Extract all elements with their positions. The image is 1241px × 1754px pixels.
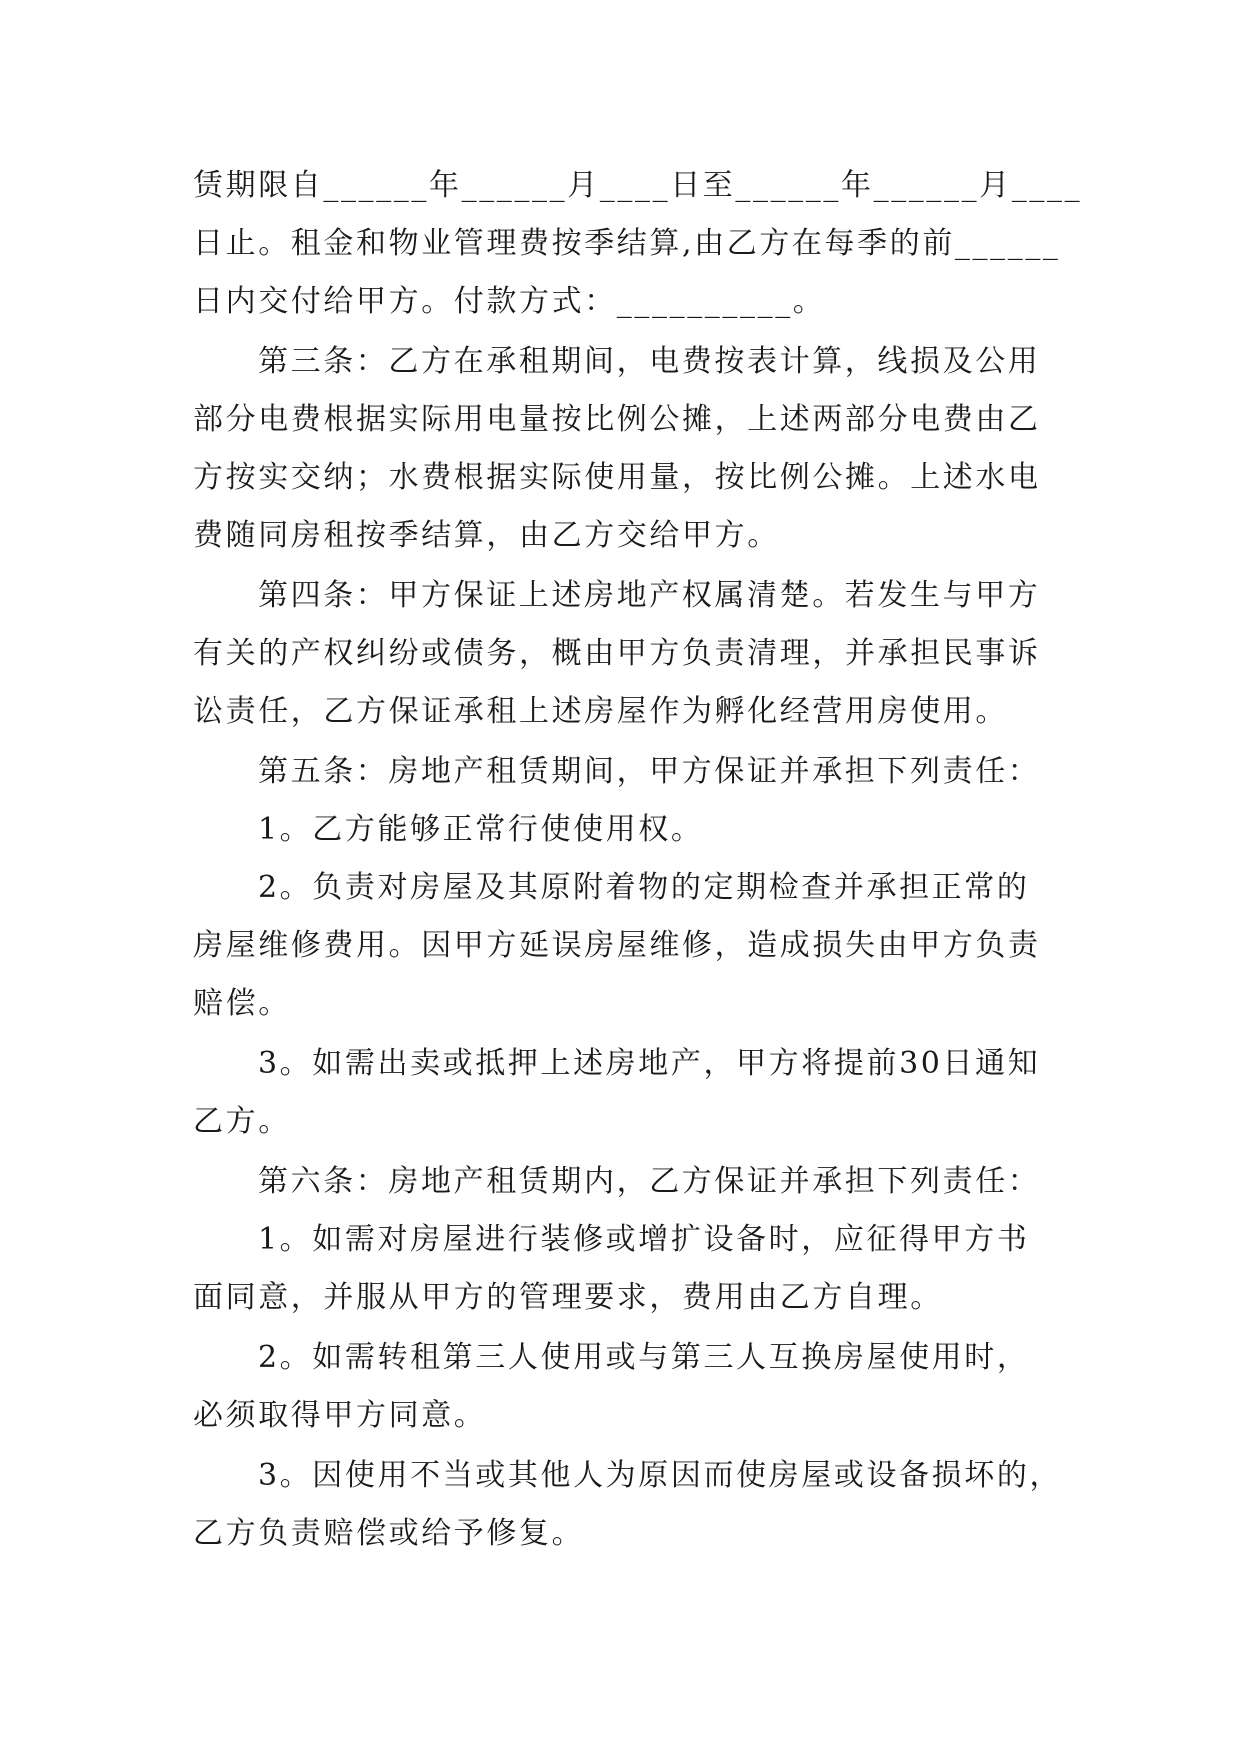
text-line: 费随同房租按季结算，由乙方交给甲方。 (193, 518, 780, 553)
text-line: 方按实交纳；水费根据实际使用量，按比例公摊。上述水电 (193, 460, 1041, 495)
text-line: 面同意，并服从甲方的管理要求，费用由乙方自理。 (193, 1280, 943, 1315)
text-line: 日止。租金和物业管理费按季结算,由乙方在每季的前______ (193, 226, 1061, 261)
article-3-heading-line: 第三条：乙方在承租期间，电费按表计算，线损及公用 (258, 344, 1041, 379)
article-6-heading-line: 第六条：房地产租赁期内，乙方保证并承担下列责任： (258, 1164, 1041, 1199)
list-item: 1。如需对房屋进行装修或增扩设备时，应征得甲方书 (258, 1222, 1030, 1257)
text-line: 赔偿。 (193, 986, 291, 1021)
text-line: 乙方。 (193, 1104, 291, 1139)
text-line: 有关的产权纠纷或债务，概由甲方负责清理，并承担民事诉 (193, 636, 1041, 671)
text-line: 讼责任，乙方保证承租上述房屋作为孵化经营用房使用。 (193, 694, 1008, 729)
text-line: 日内交付给甲方。付款方式：__________。 (193, 284, 826, 319)
text-line: 部分电费根据实际用电量按比例公摊，上述两部分电费由乙 (193, 402, 1041, 437)
list-item: 2。如需转租第三人使用或与第三人互换房屋使用时， (258, 1340, 1030, 1375)
article-4-heading-line: 第四条：甲方保证上述房地产权属清楚。若发生与甲方 (258, 578, 1041, 613)
text-line: 必须取得甲方同意。 (193, 1398, 487, 1433)
list-item: 3。因使用不当或其他人为原因而使房屋或设备损坏的， (258, 1458, 1063, 1493)
text-line: 房屋维修费用。因甲方延误房屋维修，造成损失由甲方负责 (193, 928, 1041, 963)
article-5-heading-line: 第五条：房地产租赁期间，甲方保证并承担下列责任： (258, 754, 1041, 789)
list-item: 2。负责对房屋及其原附着物的定期检查并承担正常的 (258, 870, 1030, 905)
list-item: 3。如需出卖或抵押上述房地产，甲方将提前30日通知 (258, 1046, 1041, 1081)
text-line: 赁期限自______年______月____日至______年______月____ (193, 168, 1083, 203)
text-line: 乙方负责赔偿或给予修复。 (193, 1516, 585, 1551)
list-item: 1。乙方能够正常行使使用权。 (258, 812, 704, 847)
